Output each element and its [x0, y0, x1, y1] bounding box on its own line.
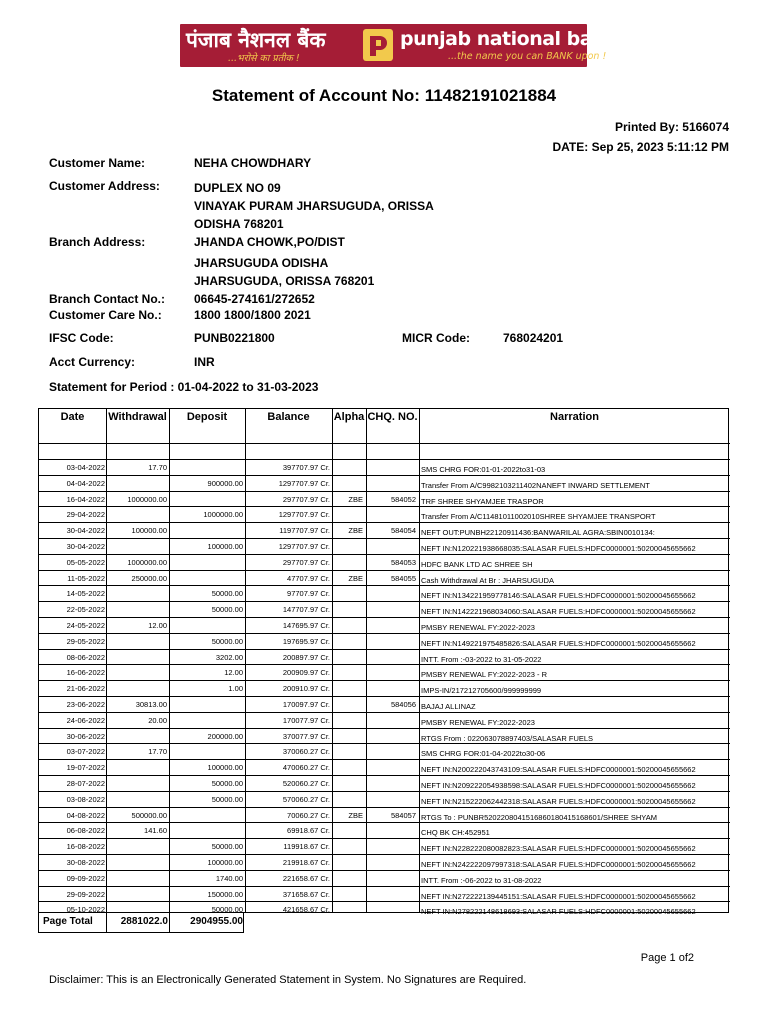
table-row	[39, 506, 730, 522]
cell-deposit: 50000.00	[211, 589, 243, 599]
header-deposit: Deposit	[186, 411, 228, 423]
branch-address-line: JHARSUGUDA ODISHA	[194, 256, 329, 270]
cell-chq: 584052	[390, 494, 416, 504]
cell-date: 19-07-2022	[66, 763, 105, 773]
cell-deposit: 100000.00	[207, 858, 243, 867]
cell-balance: 421658.67 Cr.	[282, 905, 330, 915]
table-row	[39, 728, 730, 744]
table-row	[39, 870, 730, 886]
cell-date: 14-05-2022	[66, 589, 105, 599]
page-number: Page 1 of2	[640, 952, 694, 964]
statement-period: Statement for Period : 01-04-2022 to 31-03-2023	[49, 380, 319, 394]
micr-code: 768024201	[503, 331, 564, 345]
cell-narration: NEFT IN:N149221975485826:SALASAR FUELS:HDFC0000001:50200045655662	[421, 638, 696, 648]
cell-balance: 200909.97 Cr.	[282, 668, 330, 678]
table-row	[39, 696, 730, 712]
header-chq-no: CHQ. NO.	[367, 411, 418, 423]
statement-table	[38, 408, 729, 917]
cell-narration: Transfer From A/C11481011002010SHREE SHYAMJEE TRANSPORT	[421, 512, 656, 522]
header-separator	[39, 443, 730, 459]
cell-date: 06-08-2022	[66, 826, 105, 836]
cell-balance: 370060.27 Cr.	[282, 747, 330, 757]
table-row	[39, 554, 730, 570]
logo-english-name: punjab national bank	[400, 28, 618, 50]
page-total	[38, 913, 244, 933]
cell-deposit: 1000000.00	[203, 510, 243, 520]
cell-date: 04-04-2022	[66, 478, 105, 488]
currency-value: INR	[194, 355, 215, 369]
header-narration: Narration	[550, 411, 599, 423]
cell-narration: SMS CHRG FOR:01-04-2022to30-06	[421, 749, 546, 759]
cell-narration: NEFT IN:N215222062442318:SALASAR FUELS:HDFC0000001:50200045655662	[421, 796, 696, 806]
cell-date: 16-06-2022	[66, 668, 105, 678]
cell-date: 16-08-2022	[66, 842, 105, 852]
cell-date: 30-08-2022	[66, 858, 105, 867]
cell-deposit: 50000.00	[211, 605, 243, 615]
cell-narration: IMPS-IN/217212705600/999999999	[421, 686, 542, 696]
cell-date: 03-08-2022	[66, 794, 105, 804]
cell-narration: NEFT IN:N200222043743109:SALASAR FUELS:HDFC0000001:50200045655662	[421, 765, 696, 775]
header-alpha: Alpha	[333, 411, 365, 423]
customer-care-label: Customer Care No.:	[49, 308, 162, 322]
micr-label: MICR Code:	[402, 331, 470, 345]
table-row	[39, 633, 730, 649]
table-row	[39, 680, 730, 696]
cell-narration: NEFT OUT:PUNBH22120911436:BANWARILAL AGRA:SBIN0010134:	[421, 528, 655, 538]
ifsc-code: PUNB0221800	[194, 331, 275, 345]
cell-balance: 297707.97 Cr.	[282, 557, 330, 567]
cell-balance: 47707.97 Cr.	[287, 573, 330, 583]
cell-date: 03-04-2022	[66, 463, 105, 472]
table-row	[39, 522, 730, 538]
cell-balance: 200910.97 Cr.	[282, 684, 330, 694]
cell-withdrawal: 1000000.00	[127, 494, 167, 504]
cell-deposit: 50000.00	[211, 636, 243, 646]
cell-date: 21-06-2022	[66, 684, 105, 694]
header-balance: Balance	[267, 411, 310, 423]
cell-date: 05-10-2022	[66, 905, 105, 915]
cell-deposit: 900000.00	[207, 478, 243, 488]
cell-chq: 584055	[390, 573, 416, 583]
cell-narration: NEFT IN:N134221959778146:SALASAR FUELS:HDFC0000001:50200045655662	[421, 591, 696, 601]
bank-logo	[180, 24, 618, 67]
cell-narration: RTGS To : PUNBR52022080415168601804151686​01/SHREE SHYAM	[421, 812, 657, 822]
cell-balance: 97707.97 Cr.	[287, 589, 330, 599]
cell-deposit: 1740.00	[215, 873, 243, 883]
customer-address-line: DUPLEX NO 09	[194, 181, 281, 195]
cell-narration: NEFT IN:N242222097997318:SALASAR FUELS:HDFC0000001:50200045655662	[421, 860, 696, 869]
cell-chq: 584053	[390, 557, 416, 567]
branch-contact: 06645-274161/272652	[194, 292, 315, 306]
cell-withdrawal: 141.60	[144, 826, 167, 836]
table-row	[39, 759, 730, 775]
cell-narration: INTT. From :-03-2022 to 31-05-2022	[421, 654, 542, 664]
page-title: Statement of Account No: 11482191021884	[211, 86, 557, 105]
cell-deposit: 100000.00	[207, 542, 243, 551]
table-row	[39, 664, 730, 680]
cell-balance: 397707.97 Cr.	[282, 463, 330, 472]
cell-date: 11-05-2022	[67, 573, 105, 583]
table-row	[39, 538, 730, 554]
table-row	[39, 570, 730, 586]
ifsc-label: IFSC Code:	[49, 331, 114, 345]
table-row	[39, 854, 730, 870]
cell-withdrawal: 20.00	[148, 715, 167, 725]
cell-withdrawal: 250000.00	[131, 573, 167, 583]
cell-deposit: 50000.00	[211, 779, 243, 788]
customer-name-label: Customer Name:	[49, 156, 146, 170]
customer-address-line: ODISHA 768201	[194, 217, 284, 231]
cell-balance: 1297707.97 Cr.	[278, 542, 330, 551]
cell-narration: NEFT IN:N209222054938598:SALASAR FUELS:HDFC0000001:50200045655662	[421, 781, 696, 790]
cell-date: 28-07-2022	[66, 779, 105, 788]
cell-narration: NEFT IN:N228222080082823:SALASAR FUELS:HDFC0000001:50200045655662	[421, 844, 696, 854]
cell-balance: 147695.97 Cr.	[282, 621, 330, 630]
cell-withdrawal: 17.70	[148, 463, 167, 472]
cell-narration: NEFT IN:N278222148618693:SALASAR FUELS:HDFC0000001:50200045655662	[421, 907, 696, 917]
branch-address-label: Branch Address:	[49, 235, 146, 249]
table-row	[39, 475, 730, 491]
logo-hindi-tagline: ...भरोसे का प्रतीक !	[228, 53, 300, 64]
header-date: Date	[60, 411, 85, 423]
cell-withdrawal: 17.70	[148, 747, 167, 757]
table-row	[39, 775, 730, 791]
customer-name: NEHA CHOWDHARY	[194, 156, 312, 170]
logo-hindi-name: पंजाब नैशनल बैंक	[186, 27, 326, 52]
disclaimer: Disclaimer: This is an Electronically Generated Statement in System. No Signatures are Required.	[49, 974, 527, 986]
cell-deposit: 50000.00	[211, 905, 243, 915]
cell-deposit: 100000.00	[207, 763, 243, 773]
cell-narration: PMSBY RENEWAL FY:2022-2023	[421, 717, 535, 727]
cell-balance: 69918.67 Cr.	[287, 826, 330, 836]
table-row	[39, 822, 730, 838]
table-row	[39, 807, 730, 823]
cell-balance: 221658.67 Cr.	[282, 873, 330, 883]
cell-date: 30-04-2022	[66, 526, 105, 536]
cell-balance: 1197707.97 Cr.	[279, 526, 330, 536]
cell-deposit: 200000.00	[207, 731, 243, 741]
cell-narration: CHQ BK CH:452951	[421, 828, 490, 838]
table-row	[39, 459, 730, 475]
cell-deposit: 150000.00	[207, 889, 243, 899]
cell-date: 04-08-2022	[66, 810, 105, 820]
branch-address-line: JHANDA CHOWK,PO/DIST	[194, 235, 345, 249]
logo-english-tagline: ...the name you can BANK upon !	[448, 51, 607, 62]
cell-deposit: 12.00	[224, 668, 243, 678]
cell-date: 30-04-2022	[66, 542, 105, 551]
column-divider	[106, 913, 107, 932]
cell-date: 09-09-2022	[66, 873, 105, 883]
cell-narration: Transfer From A/C9982103211402NANEFT INWARD SETTLEMENT	[421, 480, 650, 490]
table-row	[39, 886, 730, 902]
cell-narration: NEFT IN:N272222139445151:SALASAR FUELS:HDFC0000001:50200045655662	[421, 891, 696, 901]
cell-balance: 200897.97 Cr.	[282, 652, 330, 662]
cell-balance: 297707.97 Cr.	[282, 494, 330, 504]
cell-deposit: 3202.00	[215, 652, 243, 662]
branch-contact-label: Branch Contact No.:	[49, 292, 166, 306]
header-withdrawal: Withdrawal	[108, 411, 167, 423]
cell-balance: 219918.67 Cr.	[282, 858, 330, 867]
cell-date: 23-06-2022	[66, 700, 105, 709]
table-row	[39, 791, 730, 807]
table-row	[39, 491, 730, 507]
cell-chq: 584054	[390, 526, 416, 536]
pnb-emblem-icon	[362, 28, 394, 62]
cell-narration: INTT. From :-06-2022 to 31-08-2022	[421, 875, 542, 885]
cell-narration: PMSBY RENEWAL FY:2022-2023 - R	[421, 670, 548, 680]
cell-narration: NEFT IN:N120221938668035:SALASAR FUELS:HDFC0000001:50200045655662	[421, 544, 696, 553]
cell-alpha: ZBE	[348, 494, 363, 504]
cell-alpha: ZBE	[348, 526, 363, 536]
cell-date: 08-06-2022	[66, 652, 105, 662]
branch-address-line: JHARSUGUDA, ORISSA 768201	[194, 274, 375, 288]
cell-date: 16-04-2022	[66, 494, 105, 504]
cell-date: 30-06-2022	[66, 731, 105, 741]
cell-balance: 1297707.97 Cr.	[278, 510, 330, 520]
cell-date: 24-05-2022	[66, 621, 105, 630]
customer-address-line: VINAYAK PURAM JHARSUGUDA, ORISSA	[194, 199, 434, 213]
cell-withdrawal: 500000.00	[131, 810, 167, 820]
page-total-label: Page Total	[43, 916, 93, 927]
print-date: DATE: Sep 25, 2023 5:11:12 PM	[552, 140, 729, 154]
cell-balance: 170097.97 Cr.	[282, 700, 330, 709]
cell-narration: RTGS From : 022063078897403/SALASAR FUELS	[421, 733, 594, 743]
cell-balance: 147707.97 Cr.	[282, 605, 330, 615]
cell-balance: 570060.27 Cr.	[282, 794, 330, 804]
cell-narration: HDFC BANK LTD AC SHREE SH	[421, 559, 533, 569]
customer-care: 1800 1800/1800 2021	[194, 308, 311, 322]
cell-balance: 1297707.97 Cr.	[278, 478, 330, 488]
cell-balance: 70060.27 Cr.	[287, 810, 330, 820]
cell-deposit: 50000.00	[211, 842, 243, 852]
cell-withdrawal: 100000.00	[131, 526, 167, 536]
cell-date: 24-06-2022	[66, 715, 105, 725]
cell-withdrawal: 30813.00	[135, 700, 167, 709]
cell-balance: 119918.67 Cr.	[283, 842, 330, 852]
cell-chq: 584056	[390, 700, 416, 709]
cell-balance: 370077.97 Cr.	[282, 731, 330, 741]
cell-balance: 170077.97 Cr.	[282, 715, 330, 725]
cell-alpha: ZBE	[348, 810, 363, 820]
cell-date: 05-05-2022	[66, 557, 105, 567]
table-row	[39, 601, 730, 617]
page-total-withdrawal: 2881022.0	[120, 916, 168, 927]
table-row	[39, 585, 730, 601]
cell-narration: SMS CHRG FOR:01-01-2022to31-03	[421, 465, 546, 474]
cell-balance: 197695.97 Cr.	[282, 636, 330, 646]
table-row	[39, 649, 730, 665]
table-row	[39, 743, 730, 759]
cell-date: 03-07-2022	[66, 747, 105, 757]
page-total-deposit: 2904955.00	[190, 916, 243, 927]
cell-narration: PMSBY RENEWAL FY:2022-2023	[421, 623, 535, 632]
cell-withdrawal: 12.00	[148, 621, 167, 630]
cell-withdrawal: 1000000.00	[127, 557, 167, 567]
currency-label: Acct Currency:	[49, 355, 136, 369]
table-row	[39, 712, 730, 728]
cell-date: 29-04-2022	[66, 510, 105, 520]
cell-deposit: 50000.00	[211, 794, 243, 804]
cell-date: 29-09-2022	[66, 889, 105, 899]
cell-narration: NEFT IN:N142221968034060:SALASAR FUELS:HDFC0000001:50200045655662	[421, 607, 696, 617]
cell-narration: Cash Withdrawal At Br : JHARSUGUDA	[421, 575, 554, 585]
cell-narration: TRF SHREE SHYAMJEE TRASPOR	[421, 496, 544, 506]
cell-balance: 520060.27 Cr.	[282, 779, 330, 788]
customer-address-label: Customer Address:	[49, 179, 160, 193]
cell-date: 29-05-2022	[66, 636, 105, 646]
cell-narration: BAJAJ ALLINAZ	[421, 702, 476, 711]
cell-date: 22-05-2022	[66, 605, 105, 615]
cell-balance: 371658.67 Cr.	[282, 889, 330, 899]
cell-chq: 584057	[390, 810, 416, 820]
table-row	[39, 838, 730, 854]
cell-alpha: ZBE	[348, 573, 363, 583]
cell-deposit: 1.00	[228, 684, 243, 694]
cell-balance: 470060.27 Cr.	[282, 763, 330, 773]
table-row	[39, 617, 730, 633]
printed-by: Printed By: 5166074	[614, 120, 729, 134]
column-divider	[169, 913, 170, 932]
